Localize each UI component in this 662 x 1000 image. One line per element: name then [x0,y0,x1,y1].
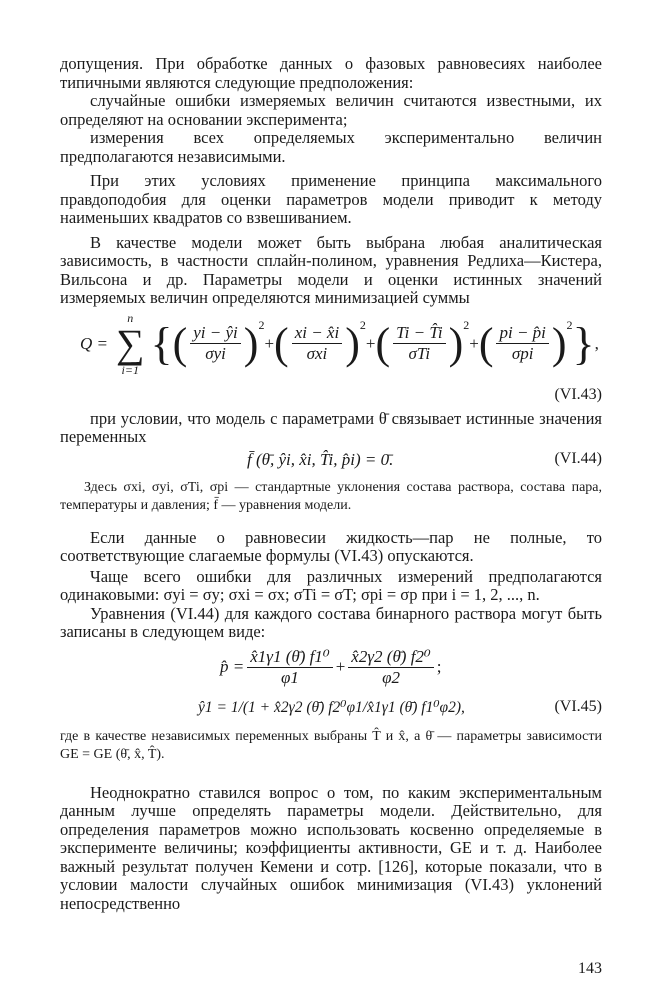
eq45-line1: p̂ = $\frac{\text{x̂1γ1 (θ̄) f1⁰}}{\varphi 1}$ + $\frac{\text{x̂2γ2 (θ̄) f2⁰}}{\varphi 2}$ ; [220,646,442,687]
paragraph-1: допущения. При обработке данных о фазовых равновесиях наиболее типичными являются следующие предположения: [60,54,602,92]
equation-vi43: Q = n ∑ i=1 { ( $\frac{yi - ŷi}{\text{σyi}}$ ) 2 + ( $\frac{xi - x̂i}{\text{σxi}}$ ) 2 + ( $\frac{Ti - T̂i}{\text{σTi}}$ ) 2 + ( $\frac{pi - p̂i}{\text{σpi}}$ ) 2 } , (VI.43) [80,310,602,403]
paragraph-2: случайные ошибки измеряемых величин считаются известными, их определяют на основании эксперимента; [60,91,602,129]
equation-vi44 [60,447,602,473]
page-content [60,55,602,913]
paragraph-4: При этих условиях применение принципа максимального правдоподобия для оценки параметров модели приводит к методу наименьших квадратов со взвешиванием. [60,171,602,227]
eq43-term-x: $\frac{xi - x̂i}{\text{σxi}}$ [292,324,343,363]
paragraph-5: В качестве модели может быть выбрана любая аналитическая зависимость, в частности сплайн-полином, уравнения Редлиха—Кистера, Вильсона и др. Параметры модели и оценки истинных значений измеряемых величин определяются минимизацией суммы [60,232,602,307]
eq43-term-t: $\frac{Ti - T̂i}{\text{σTi}}$ [393,324,445,363]
paragraph-6: при условии, что модель с параметрами θ̄ связывает истинные значения переменных [60,408,602,446]
paragraph-8: Чаще всего ошибки для различных измерений предполагаются одинаковыми: σyi = σy; σxi = σx; σTi = σT; σpi = σp при i = 1, 2, ..., n. [60,566,602,604]
footnote-variables: где в качестве независимых переменных выбраны T̂ и x̂, а θ̄ — параметры зависимости GE = GE (θ̄, x̂, T̂). [60,728,602,762]
summation-symbol: n ∑ i=1 [116,310,145,377]
paragraph-7: Если данные о равновесии жидкость—пар не полные, то соответствующие слагаемые формулы (VI.43) опускаются. [60,527,602,565]
eq45-lhs: p̂ = [220,657,245,676]
footnote-sigma: Здесь σxi, σyi, σTi, σpi — стандартные уклонения состава раствора, состава пара, температуры и давления; f̄ — уравнения модели. [60,479,602,513]
paragraph-9: Уравнения (VI.44) для каждого состава бинарного раствора могут быть записаны в следующем виде: [60,603,602,641]
equation-vi45 [60,642,602,724]
eq43-term-p: $\frac{pi - p̂i}{\text{σpi}}$ [496,324,548,363]
eq44-body: f̄ (θ̄, ŷi, x̂i, T̂i, p̂i) = 0̄. [247,449,394,469]
equation-label-vi44: (VI.44) [554,449,602,467]
eq43-lhs: Q = [80,333,108,353]
equation-label-vi43: (VI.43) [554,385,602,403]
paragraph-10: Неоднократно ставился вопрос о том, по каким экспериментальным данным лучше определять параметры модели. Действительно, для определения параметров можно использовать косвенно определяемые в эксперименте величины; коэффициенты активности, GE и т. д. Наиболее важный результат получен Кемени и сотр. [126], которые показали, что в условии малости случайных ошибок минимизация (VI.43) уклонений непосредственно [60,782,602,913]
equation-label-vi45: (VI.45) [554,697,602,715]
page-number: 143 [578,960,602,977]
sum-lower-limit: i=1 [121,362,139,377]
eq43-term-y: $\frac{yi - ŷi}{\text{σyi}}$ [190,324,241,363]
paragraph-3: измерения всех определяемых экспериментально величин предполагаются независимыми. [60,128,602,166]
eq45-line2: ŷ1 = 1/(1 + x̂2γ2 (θ̄) f2⁰φ1/x̂1γ1 (θ̄) f1⁰φ2), [198,698,465,716]
sum-upper-limit: n [127,310,134,325]
